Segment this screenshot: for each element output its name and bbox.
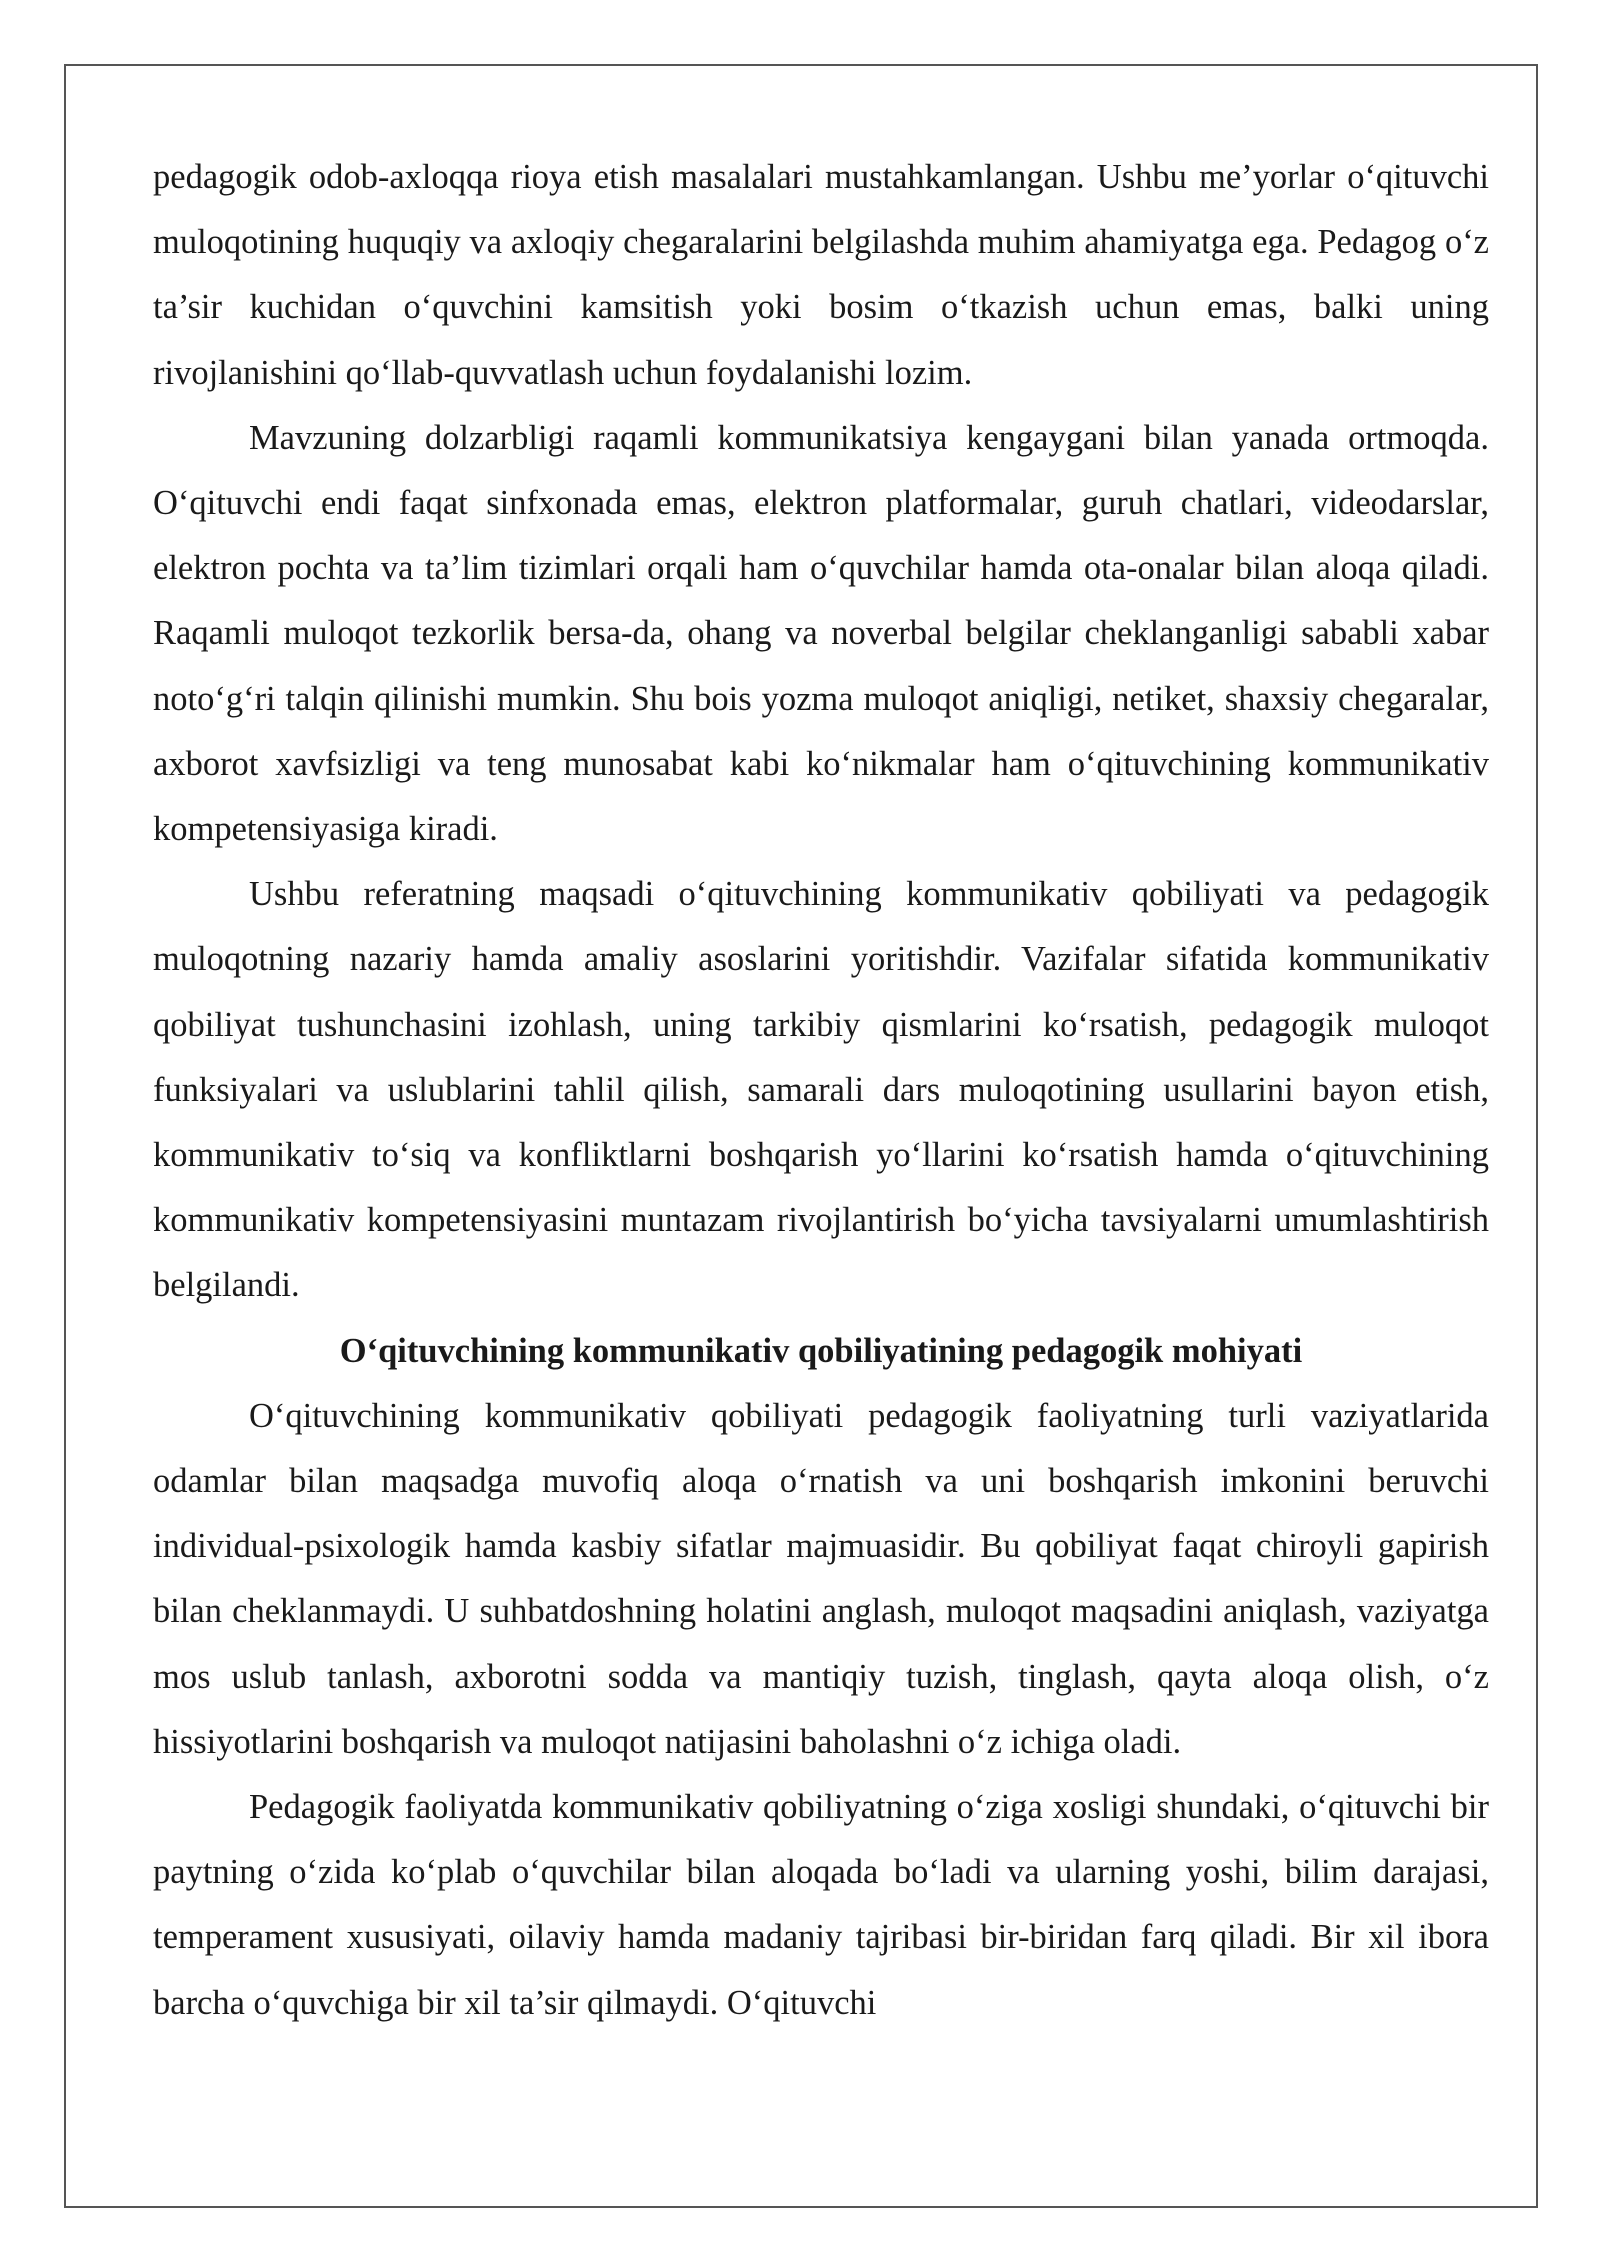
section-heading: O‘qituvchining kommunikativ qobiliyatining pedagogik mohiyati <box>339 1331 1303 1370</box>
paragraph-relevance: Mavzuning dolzarbligi raqamli kommunikatsiya kengaygani bilan yanada ortmoqda. O‘qituvchi endi faqat sinfxonada emas, elektron platformalar, guruh chatlari, videodarslar, elektron pochta va ta’lim tizimlari orqali ham o‘quvchilar hamda ota-onalar bilan aloqa qiladi. Raqamli muloqot tezkorlik bersa-da, ohang va noverbal belgilar cheklanganligi sababli xabar noto‘g‘ri talqin qilinishi mumkin. Shu bois yozma muloqot aniqligi, netiket, shaxsiy chegaralar, axborot xavfsizligi va teng munosabat kabi ko‘nikmalar ham o‘qituvchining kommunikativ kompetensiyasiga kiradi. <box>153 418 1489 849</box>
paragraph-specificity: Pedagogik faoliyatda kommunikativ qobiliyatning o‘ziga xosligi shundaki, o‘qituvchi bir paytning o‘zida ko‘plab o‘quvchilar bilan aloqada bo‘ladi va ularning yoshi, bilim darajasi, temperament xususiyati, oilaviy hamda madaniy tajribasi bir-biridan farq qiladi. Bir xil ibora barcha o‘quvchiga bir xil ta’sir qilmaydi. O‘qituvchi <box>153 1788 1489 2022</box>
paragraph-purpose: Ushbu referatning maqsadi o‘qituvchining kommunikativ qobiliyati va pedagogik muloqotning nazariy hamda amaliy asoslarini yoritishdir. Vazifalar sifatida kommunikativ qobiliyat tushunchasini izohlash, uning tarkibiy qismlarini ko‘rsatish, pedagogik muloqot funksiyalari va uslublarini tahlil qilish, samarali dars muloqotining usullarini bayon etish, kommunikativ to‘siq va konfliktlarni boshqarish yo‘llarini ko‘rsatish hamda o‘qituvchining kommunikativ kompetensiyasini muntazam rivojlantirish bo‘yicha tavsiyalarni umumlashtirish belgilandi. <box>153 875 1489 1305</box>
paragraph-continuation: pedagogik odob-axloqqa rioya etish masalalari mustahkamlangan. Ushbu me’yorlar o‘qituvchi muloqotining huquqiy va axloqiy chegaralarini belgilashda muhim ahamiyatga ega. Pedagog o‘z ta’sir kuchidan o‘quvchini kamsitish yoki bosim o‘tkazish uchun emas, balki uning rivojlanishini qo‘llab-quvvatlash uchun foydalanishi lozim. <box>153 158 1489 392</box>
paragraph-definition: O‘qituvchining kommunikativ qobiliyati pedagogik faoliyatning turli vaziyatlarida odamlar bilan maqsadga muvofiq aloqa o‘rnatish va uni boshqarish imkonini beruvchi individual-psixologik hamda kasbiy sifatlar majmuasidir. Bu qobiliyat faqat chiroyli gapirish bilan cheklanmaydi. U suhbatdoshning holatini anglash, muloqot maqsadini aniqlash, vaziyatga mos uslub tanlash, axborotni sodda va mantiqiy tuzish, tinglash, qayta aloqa olish, o‘z hissiyotlarini boshqarish va muloqot natijasini baholashni o‘z ichiga oladi. <box>153 1396 1489 1761</box>
document-body <box>153 145 1489 2036</box>
